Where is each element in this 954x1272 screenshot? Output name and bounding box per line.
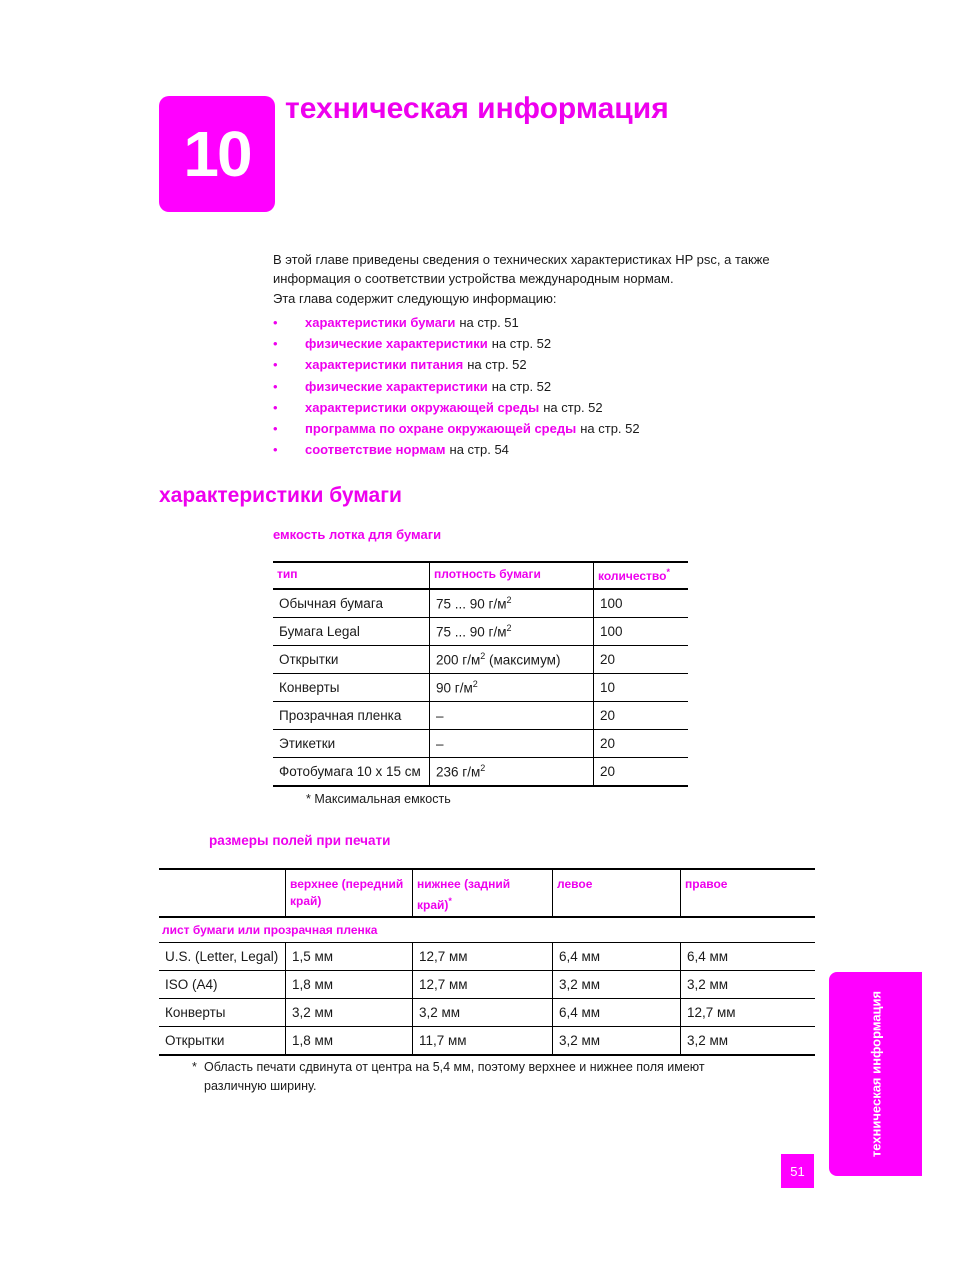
col-header-type: тип xyxy=(273,562,430,589)
col-header-right: правое xyxy=(681,869,816,917)
toc-heading: Эта глава содержит следующую информацию: xyxy=(273,291,557,306)
cell-type: Этикетки xyxy=(273,730,430,758)
cell-qty: 10 xyxy=(594,674,689,702)
side-tab-label: техническая информация xyxy=(868,990,883,1158)
cell-qty: 100 xyxy=(594,618,689,646)
toc-item xyxy=(273,313,640,334)
intro-text: В этой главе приведены сведения о технических характеристиках HP psc, а также информация о соответствии устройства международным нормам. xyxy=(273,252,770,286)
cell-type: Открытки xyxy=(273,646,430,674)
toc-link[interactable]: физические характеристики xyxy=(305,378,488,394)
table-row xyxy=(273,758,688,787)
toc-link[interactable]: соответствие нормам xyxy=(305,442,446,458)
toc-link[interactable]: программа по охране окружающей среды xyxy=(305,420,577,436)
toc-link[interactable]: физические характеристики xyxy=(305,336,488,352)
toc-link[interactable]: характеристики питания xyxy=(305,357,464,373)
table-row: ISO (A4) 1,8 мм 12,7 мм 3,2 мм 3,2 мм xyxy=(159,971,815,999)
cell-weight: – xyxy=(430,730,594,758)
cell-weight: 236 $г/м^2$ xyxy=(430,758,594,787)
cell-weight: 75 ... 90 $г/м^2$ xyxy=(430,589,594,618)
group-row xyxy=(159,917,815,943)
cell-qty: 20 xyxy=(594,646,689,674)
col-header-top: верхнее (передний край) xyxy=(286,869,413,917)
chapter-number: 10 xyxy=(183,118,251,190)
cell-qty: 100 xyxy=(594,589,689,618)
cell-type: Бумага Legal xyxy=(273,618,430,646)
section-title: характеристики бумаги xyxy=(159,484,402,507)
table-row xyxy=(273,646,688,674)
toc-page: на стр. 54 xyxy=(449,442,509,458)
bullet-icon: • xyxy=(273,420,278,436)
table-row: U.S. (Letter, Legal) 1,5 мм 12,7 мм 6,4 мм 6,4 мм xyxy=(159,943,815,971)
toc-item xyxy=(273,398,640,419)
table-row: Открытки 1,8 мм 11,7 мм 3,2 мм 3,2 мм xyxy=(159,1027,815,1056)
col-header-weight: плотность бумаги xyxy=(430,562,594,589)
toc-page: на стр. 51 xyxy=(459,315,519,330)
toc-item xyxy=(273,377,640,398)
bullet-icon: • xyxy=(273,378,278,394)
cell-type: Обычная бумага xyxy=(273,589,430,618)
footnote-star: * xyxy=(448,896,452,906)
page-number: 51 xyxy=(781,1154,814,1188)
cell-type: Прозрачная пленка xyxy=(273,702,430,730)
col-header-qty: количество* xyxy=(594,562,689,589)
table-row xyxy=(273,674,688,702)
footnote-text: Область печати сдвинута от центра на 5,4 мм, поэтому верхнее и нижнее поля имеют различную ширину. xyxy=(204,1060,705,1093)
print-margins-title: размеры полей при печати xyxy=(209,833,391,848)
cell-type: Фотобумага 10 x 15 см xyxy=(273,758,430,787)
cell-qty: 20 xyxy=(594,730,689,758)
cell-weight: 75 ... 90 $г/м^2$ xyxy=(430,618,594,646)
toc-link[interactable]: характеристики бумаги xyxy=(305,315,456,330)
table-row: Конверты 3,2 мм 3,2 мм 6,4 мм 12,7 мм xyxy=(159,999,815,1027)
toc-page: на стр. 52 xyxy=(467,357,527,373)
toc-link[interactable]: характеристики окружающей среды xyxy=(305,399,540,415)
footnote-star: * xyxy=(666,567,670,577)
col-header-blank xyxy=(159,869,286,917)
toc-page: на стр. 52 xyxy=(491,336,552,352)
bullet-icon: • xyxy=(273,357,278,373)
table-header-row xyxy=(273,562,688,589)
col-header-left: левое xyxy=(553,869,681,917)
print-margins-table xyxy=(159,868,815,1056)
toc-page: на стр. 52 xyxy=(580,420,640,436)
cell-weight: – xyxy=(430,702,594,730)
toc-page: на стр. 52 xyxy=(491,378,552,394)
toc-item xyxy=(273,419,640,440)
table-header-row xyxy=(159,869,815,917)
tray-capacity-table xyxy=(273,561,688,787)
toc-item xyxy=(273,440,640,461)
chapter-side-tab xyxy=(829,972,922,1176)
cell-qty: 20 xyxy=(594,758,689,787)
col-header-bottom: нижнее (задний край)* xyxy=(413,869,553,917)
bullet-icon: • xyxy=(273,442,278,458)
table-row xyxy=(273,730,688,758)
table-row xyxy=(273,618,688,646)
toc-page: на стр. 52 xyxy=(543,399,603,415)
toc-item xyxy=(273,334,640,355)
bullet-icon: • xyxy=(273,399,278,415)
tray-footnote: * Максимальная емкость xyxy=(306,792,451,806)
toc-list xyxy=(273,313,640,461)
table-row xyxy=(273,702,688,730)
tray-capacity-title: емкость лотка для бумаги xyxy=(273,527,442,542)
toc-item xyxy=(273,355,640,376)
group-label: лист бумаги или прозрачная пленка xyxy=(159,917,815,943)
bullet-icon: • xyxy=(273,336,278,352)
chapter-number-box xyxy=(159,96,275,212)
cell-qty: 20 xyxy=(594,702,689,730)
cell-weight: 90 $г/м^2$ xyxy=(430,674,594,702)
cell-weight: 200 $г/м^2$ (максимум) xyxy=(430,646,594,674)
margins-footnote xyxy=(192,1058,752,1096)
footnote-star: * xyxy=(192,1060,197,1074)
table-row xyxy=(273,589,688,618)
cell-type: Конверты xyxy=(273,674,430,702)
chapter-title: техническая информация xyxy=(285,92,669,125)
bullet-icon: • xyxy=(273,315,278,330)
